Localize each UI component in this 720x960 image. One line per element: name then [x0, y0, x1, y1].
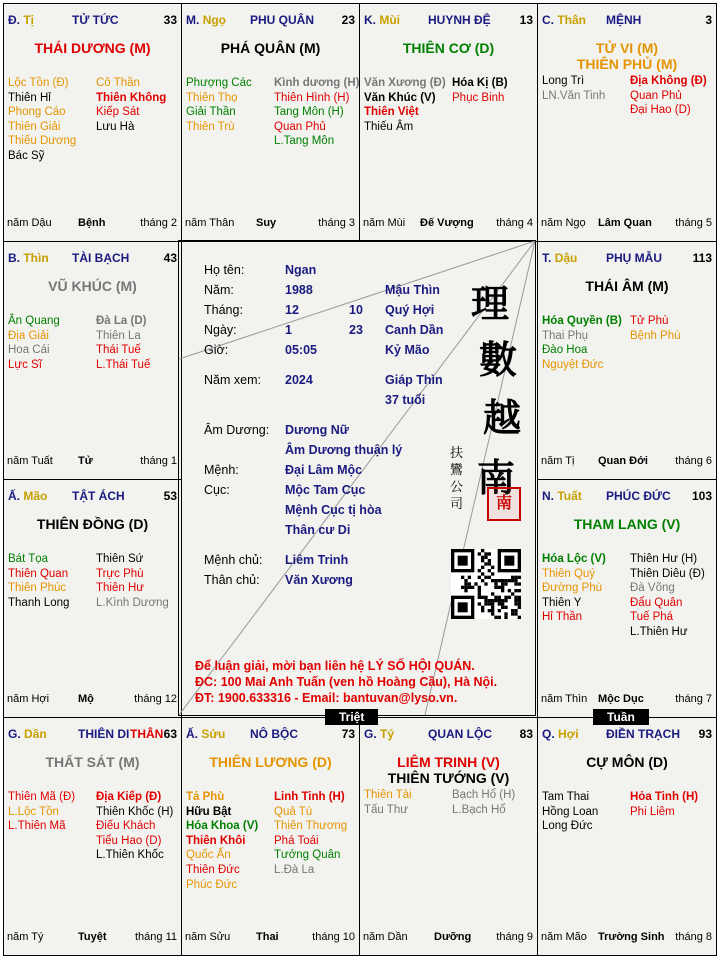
ho-ten-value: Ngan: [285, 263, 317, 277]
nam-xem-value: 2024: [285, 373, 313, 387]
gio-can-chi: Kỷ Mão: [385, 343, 430, 357]
palace-dan[interactable]: [3, 717, 182, 956]
minor-star: L.Tang Môn: [274, 135, 335, 148]
minor-star: Hỉ Thần: [542, 611, 583, 624]
palace-year: năm Dậu: [7, 217, 52, 229]
palace-stage: Dưỡng: [434, 931, 472, 943]
cuc-relation: Mệnh Cục tị hòa: [285, 503, 382, 517]
minor-star: Lưu Hà: [96, 120, 135, 133]
minor-star: Phục Binh: [452, 91, 505, 104]
minor-star: Thiên Quý: [542, 567, 596, 580]
palace-name: HUYNH ĐỆ: [428, 13, 491, 27]
palace-number: 83: [519, 727, 533, 741]
tuan-tag: Tuần: [593, 709, 649, 725]
minor-star: Thiên Giải: [8, 120, 61, 133]
main-star: THÁI ÂM (M): [585, 278, 669, 294]
thang-value: 12: [285, 303, 299, 317]
palace-tuat[interactable]: [537, 479, 717, 718]
main-star: THIÊN TƯỚNG (V): [387, 770, 510, 786]
palace-branch: Thìn: [23, 251, 49, 265]
minor-star: Hữu Bật: [186, 805, 232, 818]
minor-star: Hóa Lộc (V): [542, 553, 606, 565]
calligraphy-char-3: 越: [483, 395, 522, 440]
minor-star: Thiên Khốc (H): [96, 805, 174, 818]
red-seal-stamp: 南: [487, 487, 521, 521]
palace-year: năm Dần: [363, 931, 408, 943]
minor-star: Thiên Hỉ: [8, 91, 51, 104]
ngay-label: Ngày:: [204, 323, 237, 337]
palace-name: THIÊN DI: [78, 727, 130, 741]
palace-number: 103: [691, 489, 712, 503]
minor-star: Lực Sĩ: [8, 358, 42, 371]
tuoi-value: 37 tuổi: [385, 393, 426, 407]
minor-star: Phong Cáo: [8, 106, 66, 119]
palace-branch: Tị: [23, 13, 35, 27]
minor-star: Thiếu Dương: [8, 135, 77, 148]
minor-star: Thiên Không: [96, 91, 167, 104]
palace-stem: N.: [542, 489, 554, 503]
menh-value: Đại Lâm Mộc: [285, 463, 363, 477]
minor-star: Văn Khúc (V): [364, 91, 436, 104]
minor-star: Hồng Loan: [542, 805, 599, 818]
nam-xem-label: Năm xem:: [204, 373, 261, 387]
main-star: VŨ KHÚC (M): [48, 278, 137, 294]
palace-number: 73: [341, 727, 355, 741]
palace-year: năm Thìn: [541, 693, 588, 705]
thang-am-value: 10: [349, 303, 363, 317]
minor-star: Thiên Trù: [186, 120, 235, 133]
palace-number: 53: [163, 489, 177, 503]
palace-year: năm Tuất: [7, 455, 53, 467]
minor-star: Văn Xương (Đ): [364, 77, 446, 89]
minor-star: Tang Môn (H): [274, 106, 344, 119]
palace-branch: Mùi: [379, 13, 401, 27]
minor-star: Giải Thần: [186, 106, 236, 119]
minor-star: Bát Tọa: [8, 553, 49, 565]
than-cu: Thân cư Di: [285, 523, 351, 537]
minor-star: Địa Kiếp (Đ): [96, 791, 162, 803]
nam-value: 1988: [285, 283, 313, 297]
palace-stage: Bệnh: [78, 217, 106, 229]
minor-star: Thiên Mã (Đ): [8, 791, 76, 803]
cuc-value: Mộc Tam Cục: [285, 483, 366, 497]
minor-star: L.Bạch Hổ: [452, 803, 506, 816]
contact-phone-email: ĐT: 1900.633316 - Email: bantuvan@lyso.vn.: [195, 691, 458, 705]
minor-star: Thiên Thương: [274, 820, 348, 833]
palace-name: QUAN LỘC: [428, 727, 492, 741]
minor-star: Hỏa Tinh (H): [630, 791, 699, 803]
triet-tag: Triệt: [325, 709, 378, 725]
minor-star: Bác Sỹ: [8, 149, 45, 162]
palace-month: tháng 7: [675, 693, 712, 705]
minor-star: Tuế Phá: [630, 611, 674, 624]
palace-than-marker: THÂN: [130, 727, 164, 741]
palace-name: TÀI BẠCH: [72, 251, 130, 265]
palace-ti[interactable]: [3, 3, 182, 242]
minor-star: Phúc Đức: [186, 878, 238, 891]
calligraphy-char-4: 南: [477, 455, 516, 500]
palace-number: 3: [705, 13, 712, 27]
minor-star: Thái Tuế: [96, 344, 141, 357]
palace-stage: Mộc Dục: [598, 693, 644, 705]
palace-branch: Mão: [23, 489, 48, 503]
than-chu-value: Văn Xương: [285, 573, 353, 587]
minor-star: Thiên Việt: [364, 106, 419, 119]
minor-star: Tả Phù: [186, 791, 225, 803]
palace-number: 63: [163, 727, 177, 741]
palace-stage: Thai: [256, 931, 279, 943]
palace-name: NÔ BỘC: [250, 727, 298, 741]
cuc-label: Cục:: [204, 483, 230, 497]
palace-month: tháng 8: [675, 931, 712, 943]
minor-star: LN.Văn Tinh: [542, 89, 606, 102]
minor-star: L.Đà La: [274, 863, 315, 876]
small-char-1: 扶: [450, 446, 464, 461]
palace-name: PHU QUÂN: [250, 13, 315, 27]
palace-month: tháng 11: [134, 931, 177, 943]
minor-star: Linh Tinh (H): [274, 791, 345, 803]
minor-star: Quan Phủ: [630, 89, 682, 102]
minor-star: Thiên Phúc: [8, 582, 67, 595]
center-info-panel: [178, 240, 536, 716]
minor-star: Hoa Cái: [8, 344, 50, 357]
palace-mui[interactable]: [359, 3, 538, 242]
palace-number: 43: [163, 251, 177, 265]
palace-year: năm Sửu: [185, 931, 231, 943]
palace-suu[interactable]: [181, 717, 360, 956]
palace-stage: Tử: [78, 455, 93, 467]
ho-ten-label: Họ tên:: [204, 263, 245, 277]
palace-name: MỆNH: [606, 13, 642, 27]
palace-stage: Suy: [256, 217, 277, 229]
minor-star: Nguyệt Đức: [542, 358, 604, 371]
palace-branch: Tý: [380, 727, 395, 741]
minor-star: Thiên Sứ: [96, 553, 144, 565]
small-char-4: 司: [450, 497, 464, 512]
palace-year: năm Ngọ: [541, 217, 586, 229]
small-char-2: 鸞: [450, 463, 464, 478]
minor-star: Quan Phủ: [274, 120, 326, 133]
main-star: LIÊM TRINH (V): [397, 754, 500, 770]
palace-dau[interactable]: [537, 241, 717, 480]
minor-star: Quốc Ấn: [186, 849, 231, 862]
palace-stage: Trường Sinh: [598, 931, 665, 943]
palace-stem: Q.: [542, 727, 555, 741]
palace-month: tháng 10: [312, 931, 355, 943]
palace-number: 33: [163, 13, 177, 27]
minor-star: Bạch Hổ (H): [452, 789, 516, 801]
palace-branch: Thân: [557, 13, 587, 27]
gio-label: Giờ:: [204, 343, 229, 357]
minor-star: Đại Hao (D): [630, 104, 691, 117]
minor-star: Thiên Y: [542, 596, 582, 609]
palace-number: 23: [341, 13, 355, 27]
palace-stem: Ấ.: [186, 727, 198, 741]
nam-xem-can-chi: Giáp Thìn: [385, 373, 443, 387]
thang-label: Tháng:: [204, 303, 243, 317]
calligraphy-char-2: 數: [479, 337, 518, 382]
minor-star: Long Trì: [542, 75, 585, 87]
menh-chu-value: Liêm Trinh: [285, 553, 349, 567]
palace-stem: K.: [364, 13, 376, 27]
minor-star: Tấu Thư: [364, 803, 408, 816]
minor-star: Lộc Tồn (Đ): [8, 77, 69, 89]
palace-name: TỬ TỨC: [72, 13, 119, 27]
minor-star: Phá Toái: [274, 834, 319, 847]
am-duong-ly: Âm Dương thuận lý: [285, 443, 403, 457]
menh-label: Mệnh:: [204, 463, 239, 477]
minor-star: Thiên Hư (H): [630, 553, 698, 565]
palace-stem: Ấ.: [8, 489, 20, 503]
palace-month: tháng 5: [675, 217, 712, 229]
contact-line-1: Để luận giải, mời bạn liên hệ LÝ SỐ HỘI QUÁN.: [195, 659, 475, 673]
palace-stage: Đế Vượng: [420, 217, 474, 229]
palace-branch: Dần: [24, 727, 47, 741]
palace-year: năm Hợi: [7, 693, 50, 705]
palace-name: PHỤ MẪU: [606, 251, 662, 265]
ngay-am-value: 23: [349, 323, 363, 337]
palace-branch: Dậu: [554, 251, 578, 265]
minor-star: L.Thiên Mã: [8, 820, 66, 833]
palace-stem: C.: [542, 13, 554, 27]
minor-star: L.Thiên Hư: [630, 625, 688, 638]
minor-star: Thiên Tài: [364, 789, 412, 801]
small-char-3: 公: [450, 480, 464, 495]
minor-star: Đường Phù: [542, 582, 602, 595]
minor-star: Long Đức: [542, 820, 593, 833]
minor-star: Thiên Quan: [8, 567, 69, 580]
palace-stem: B.: [8, 251, 20, 265]
minor-star: Hóa Khoa (V): [186, 820, 259, 833]
than-chu-label: Thân chủ:: [204, 573, 260, 587]
palace-stem: T.: [542, 251, 552, 265]
nam-label: Năm:: [204, 283, 234, 297]
palace-ty[interactable]: [359, 717, 538, 956]
main-star: THIÊN CƠ (D): [402, 40, 495, 56]
minor-star: L.Kình Dương: [96, 596, 169, 609]
main-star: THIÊN LƯƠNG (D): [209, 754, 332, 770]
minor-star: Đà La (D): [96, 315, 147, 327]
palace-stem: Đ.: [8, 13, 20, 27]
palace-ngo[interactable]: [181, 3, 360, 242]
minor-star: Tử Phù: [630, 315, 669, 327]
minor-star: Hóa Quyền (B): [542, 315, 622, 327]
palace-stem: M.: [186, 13, 200, 27]
minor-star: L.Thiên Khốc: [96, 849, 164, 862]
palace-branch: Hợi: [558, 727, 579, 741]
nam-can-chi: Mậu Thìn: [385, 283, 440, 297]
minor-star: Thiên Hình (H): [274, 91, 350, 104]
minor-star: Phi Liêm: [630, 805, 675, 818]
minor-star: Phượng Các: [186, 77, 252, 89]
palace-month: tháng 4: [496, 217, 533, 229]
minor-star: Địa Không (Đ): [630, 75, 707, 87]
minor-star: Thiếu Âm: [364, 120, 414, 133]
minor-star: Hóa Kị (B): [452, 77, 508, 89]
main-star: CỰ MÔN (D): [586, 754, 668, 770]
minor-star: Đào Hoa: [542, 344, 588, 357]
ngay-value: 1: [285, 323, 292, 337]
palace-year: năm Thân: [185, 217, 235, 229]
palace-year: năm Mùi: [363, 217, 406, 229]
palace-mao[interactable]: [3, 479, 182, 718]
gio-value: 05:05: [285, 343, 317, 357]
contact-address: ĐC: 100 Mai Anh Tuấn (ven hồ Hoàng Cầu), Hà Nội.: [195, 675, 498, 689]
minor-star: Thiên Đức: [186, 863, 240, 876]
minor-star: Điếu Khách: [96, 820, 156, 833]
qr-code-icon[interactable]: [451, 549, 521, 619]
palace-stem: G.: [8, 727, 21, 741]
palace-branch: Sửu: [201, 727, 226, 741]
main-star: THIÊN PHỦ (M): [576, 56, 678, 72]
palace-stem: G.: [364, 727, 377, 741]
ngay-can-chi: Canh Dần: [385, 323, 444, 337]
main-star: THÁI DƯƠNG (M): [34, 40, 151, 56]
palace-stage: Quan Đới: [598, 455, 648, 467]
minor-star: Trực Phù: [96, 567, 144, 580]
minor-star: Địa Giải: [8, 329, 49, 342]
minor-star: Ân Quang: [8, 315, 60, 327]
am-duong-label: Âm Dương:: [204, 423, 270, 437]
minor-star: Thiên Hư: [96, 582, 144, 595]
minor-star: Thiên Khôi: [186, 834, 246, 847]
minor-star: Thiên La: [96, 329, 141, 342]
minor-star: Kình dương (H): [274, 77, 360, 89]
minor-star: Kiếp Sát: [96, 106, 140, 119]
palace-branch: Tuất: [557, 489, 582, 503]
minor-star: Thiên Diêu (Đ): [630, 567, 705, 580]
palace-number: 93: [698, 727, 712, 741]
minor-star: Thai Phụ: [542, 329, 589, 342]
minor-star: Đà Võng: [630, 582, 675, 595]
minor-star: Đẩu Quân: [630, 596, 683, 609]
palace-than[interactable]: [537, 3, 717, 242]
minor-star: Bệnh Phù: [630, 329, 681, 342]
main-star: PHÁ QUÂN (M): [220, 40, 321, 56]
main-star: THẤT SÁT (M): [45, 754, 140, 770]
palace-number: 13: [519, 13, 533, 27]
am-duong-value: Dương Nữ: [285, 423, 349, 437]
minor-star: L.Lộc Tồn: [8, 805, 59, 818]
thang-can-chi: Quý Hợi: [385, 303, 435, 317]
minor-star: Quả Tú: [274, 805, 313, 818]
main-star: THIÊN ĐỒNG (D): [36, 516, 149, 532]
minor-star: Tiểu Hao (D): [96, 834, 162, 847]
calligraphy-char-1: 理: [471, 281, 510, 326]
minor-star: L.Thái Tuế: [96, 358, 151, 371]
minor-star: Cô Thần: [96, 77, 140, 89]
palace-month: tháng 6: [675, 455, 712, 467]
palace-year: năm Mão: [541, 931, 587, 943]
minor-star: Tướng Quân: [274, 849, 341, 862]
palace-name: PHÚC ĐỨC: [606, 489, 671, 503]
palace-month: tháng 3: [318, 217, 355, 229]
minor-star: Tam Thai: [542, 791, 590, 803]
minor-star: Thiên Thọ: [186, 91, 238, 104]
palace-name: ĐIỀN TRẠCH: [606, 727, 680, 741]
palace-stage: Tuyệt: [78, 931, 107, 943]
palace-number: 113: [692, 251, 712, 265]
palace-stage: Lâm Quan: [598, 217, 652, 229]
menh-chu-label: Mệnh chủ:: [204, 553, 263, 567]
palace-month: tháng 12: [134, 693, 177, 705]
palace-thin[interactable]: [3, 241, 182, 480]
palace-name: TẬT ÁCH: [72, 489, 125, 503]
palace-year: năm Tý: [7, 931, 44, 943]
palace-hoi[interactable]: [537, 717, 717, 956]
main-star: THAM LANG (V): [573, 516, 681, 532]
palace-month: tháng 2: [140, 217, 177, 229]
palace-year: năm Tị: [541, 455, 575, 467]
palace-stage: Mộ: [78, 693, 94, 705]
minor-star: Thanh Long: [8, 596, 70, 609]
palace-month: tháng 1: [140, 455, 177, 467]
palace-month: tháng 9: [496, 931, 533, 943]
main-star: TỬ VI (M): [595, 40, 659, 56]
palace-branch: Ngọ: [202, 13, 227, 27]
